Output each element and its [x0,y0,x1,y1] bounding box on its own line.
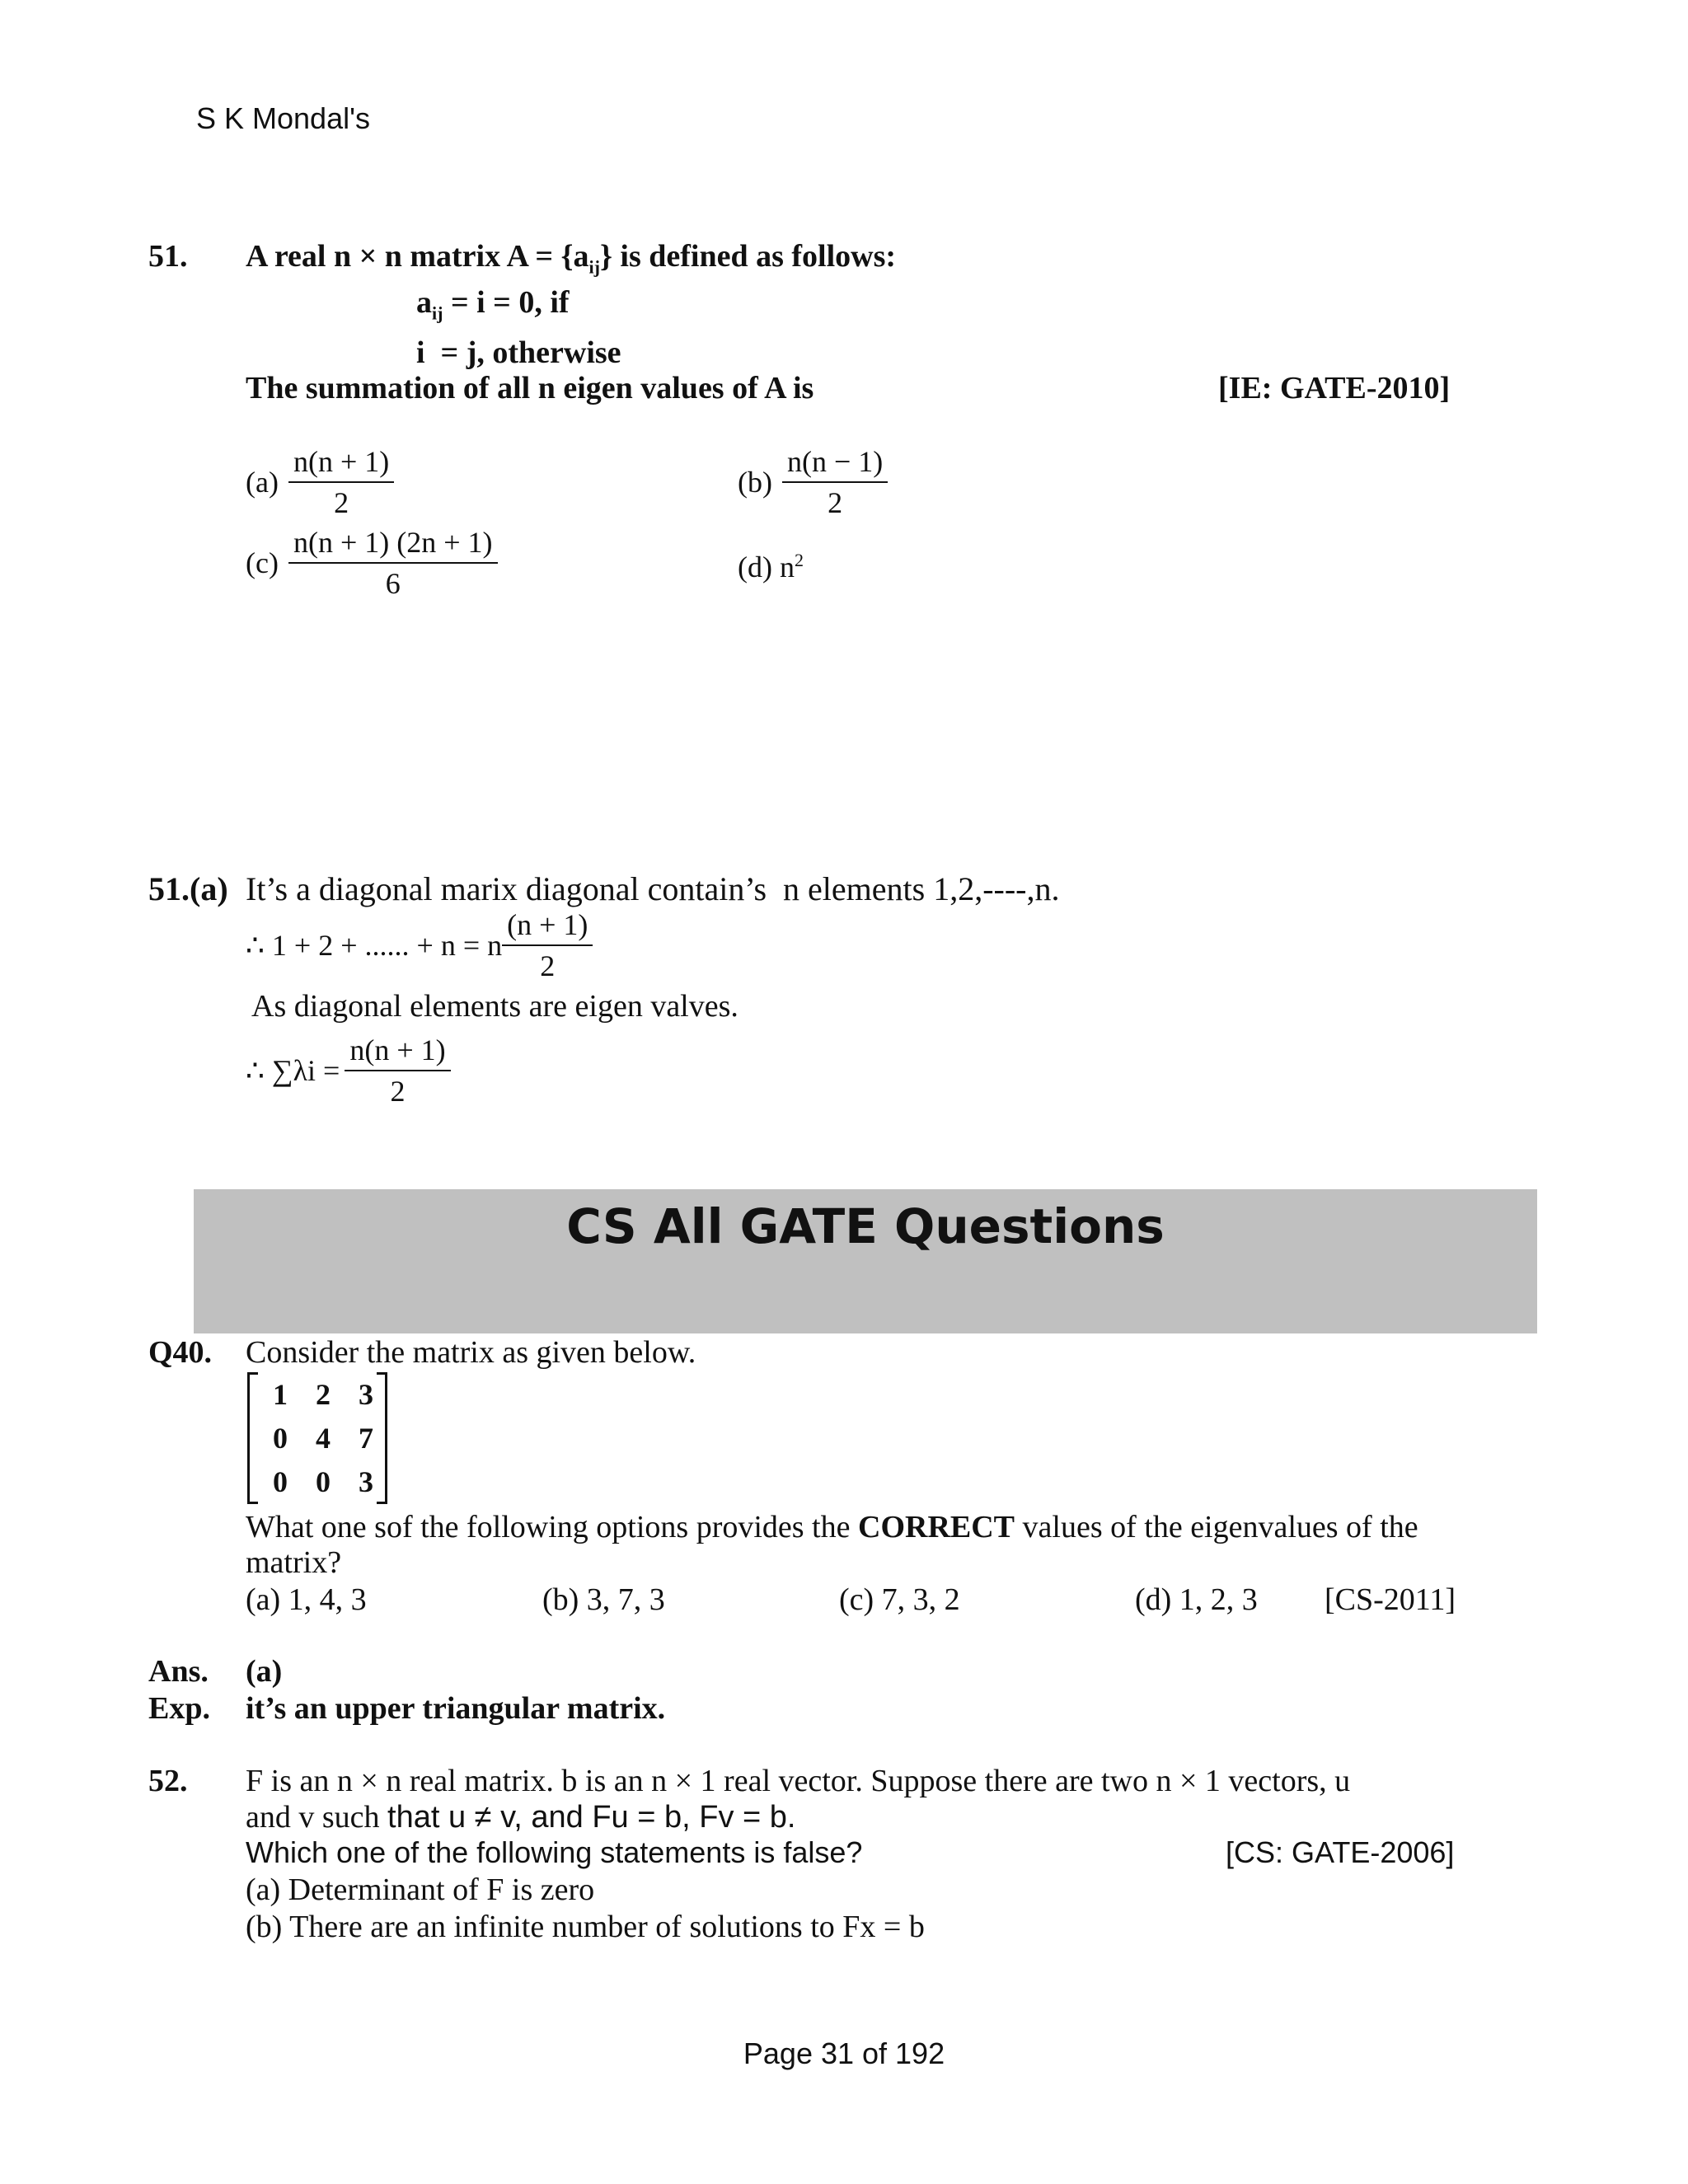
question-51-number: 51. [148,239,188,274]
solution-51-equation2 [246,1032,451,1109]
q51-option-b-fraction [782,443,888,521]
q51-option-a-numerator: n(n + 1) [288,443,394,483]
q51-option-c-numerator: n(n + 1) (2n + 1) [288,524,498,564]
q40-option-d: (d) 1, 2, 3 [1135,1582,1258,1617]
q51-option-d [738,542,804,585]
q51-option-a [246,443,394,521]
q51-question-text: The summation of all n eigen values of A is [246,371,814,405]
q51-def1-rest: = i = 0, if [443,285,570,320]
q52-option-a: (a) Determinant of F is zero [246,1872,595,1907]
matrix-cell: 4 [316,1421,331,1455]
q51-option-b-numerator: n(n − 1) [782,443,888,483]
question-q40-number: Q40. [148,1335,213,1370]
q40-text-bold: CORRECT [858,1510,1015,1544]
q52-line2-serif: and v such [246,1800,388,1835]
q51-option-b-denominator: 2 [828,486,843,519]
q51-option-b [738,443,888,521]
q51-definition-line1 [416,284,570,333]
matrix-cell: 3 [359,1465,373,1498]
page-header-author: S K Mondal's [196,101,370,135]
sol51-eq1-fraction [502,907,593,984]
solution-51-line1: It’s a diagonal marix diagonal contain’s n elements 1,2,----,n. [246,870,1060,907]
q52-option-b: (b) There are an infinite number of solutions to Fx = b [246,1910,925,1944]
q51-def1-a: a [416,285,432,320]
q52-line1: F is an n × n real matrix. b is an n × 1 real vector. Suppose there are two n × 1 vectors, u [246,1764,1351,1798]
q40-option-c: (c) 7, 3, 2 [839,1582,960,1617]
q51-option-d-label: (d) n [738,551,795,583]
q40-question-line2: matrix? [246,1545,342,1580]
q51-option-c-fraction [288,524,498,602]
matrix-row [259,1372,387,1416]
q51-option-b-label: (b) [738,466,772,499]
solution-51-equation1 [246,907,593,984]
matrix-cell: 0 [273,1421,288,1455]
solution-51-line2: As diagonal elements are eigen valves. [251,989,738,1024]
q40-answer-value: (a) [246,1654,283,1689]
q40-option-a: (a) 1, 4, 3 [246,1582,367,1617]
q51-option-a-fraction [288,443,394,521]
q52-source: [CS: GATE-2006] [1226,1835,1455,1869]
q51-source: [IE: GATE-2010] [1218,371,1451,405]
q51-line1-pre: A real n × n matrix A = {a [246,239,589,274]
q40-explanation-text: it’s an upper triangular matrix. [246,1691,666,1726]
q51-definition-line2: i = j, otherwise [416,335,621,370]
sol51-eq1-left: ∴ 1 + 2 + ...... + n = n [246,929,503,962]
sol51-eq1-numerator: (n + 1) [502,907,593,946]
q40-option-b: (b) 3, 7, 3 [542,1582,665,1617]
sol51-eq2-fraction [345,1032,450,1109]
solution-51-label: 51.(a) [148,870,228,907]
page-number-footer: Page 31 of 192 [743,2036,945,2070]
q40-matrix [247,1372,387,1504]
matrix-cell: 1 [273,1377,288,1411]
matrix-cell: 0 [316,1465,331,1498]
q40-question-text [246,1508,1418,1546]
q51-line1-sub: ij [588,256,600,278]
matrix-cell: 0 [273,1465,288,1498]
q52-line3: Which one of the following statements is false? [246,1835,863,1869]
matrix-cell: 7 [359,1421,373,1455]
matrix-left-bracket [247,1372,258,1504]
q40-text-pre: What one sof the following options provides the [246,1510,858,1544]
q40-answer-label: Ans. [148,1654,209,1689]
q40-source: [CS-2011] [1325,1582,1456,1617]
q51-option-c [246,524,498,602]
q51-option-c-denominator: 6 [385,567,401,600]
sol51-eq2-left: ∴ ∑λi = [246,1054,340,1087]
matrix-cell: 2 [316,1377,331,1411]
sol51-eq2-numerator: n(n + 1) [345,1032,450,1071]
q52-line2-sans: that u ≠ v, and Fu = b, Fv = b. [387,1800,796,1835]
q51-option-c-label: (c) [246,546,279,579]
sol51-eq2-denominator: 2 [390,1075,406,1108]
question-52-number: 52. [148,1764,188,1798]
matrix-grid [259,1372,387,1503]
matrix-cell: 3 [359,1377,373,1411]
q51-option-d-sup: 2 [794,550,804,570]
section-banner-title: CS All GATE Questions [566,1198,1165,1254]
q40-text-post: values of the eigenvalues of the [1015,1510,1418,1544]
q40-explanation-label: Exp. [148,1691,210,1726]
matrix-row [259,1460,387,1503]
q52-line2 [246,1797,795,1836]
q51-def1-sub: ij [432,302,443,324]
q40-intro: Consider the matrix as given below. [246,1335,696,1370]
q51-option-a-label: (a) [246,466,279,499]
sol51-eq1-denominator: 2 [540,949,556,982]
q51-option-a-denominator: 2 [334,486,349,519]
question-51-line1 [246,237,896,287]
q51-line1-post: } is defined as follows: [599,239,897,274]
matrix-row [259,1416,387,1460]
matrix-right-bracket [377,1372,387,1504]
